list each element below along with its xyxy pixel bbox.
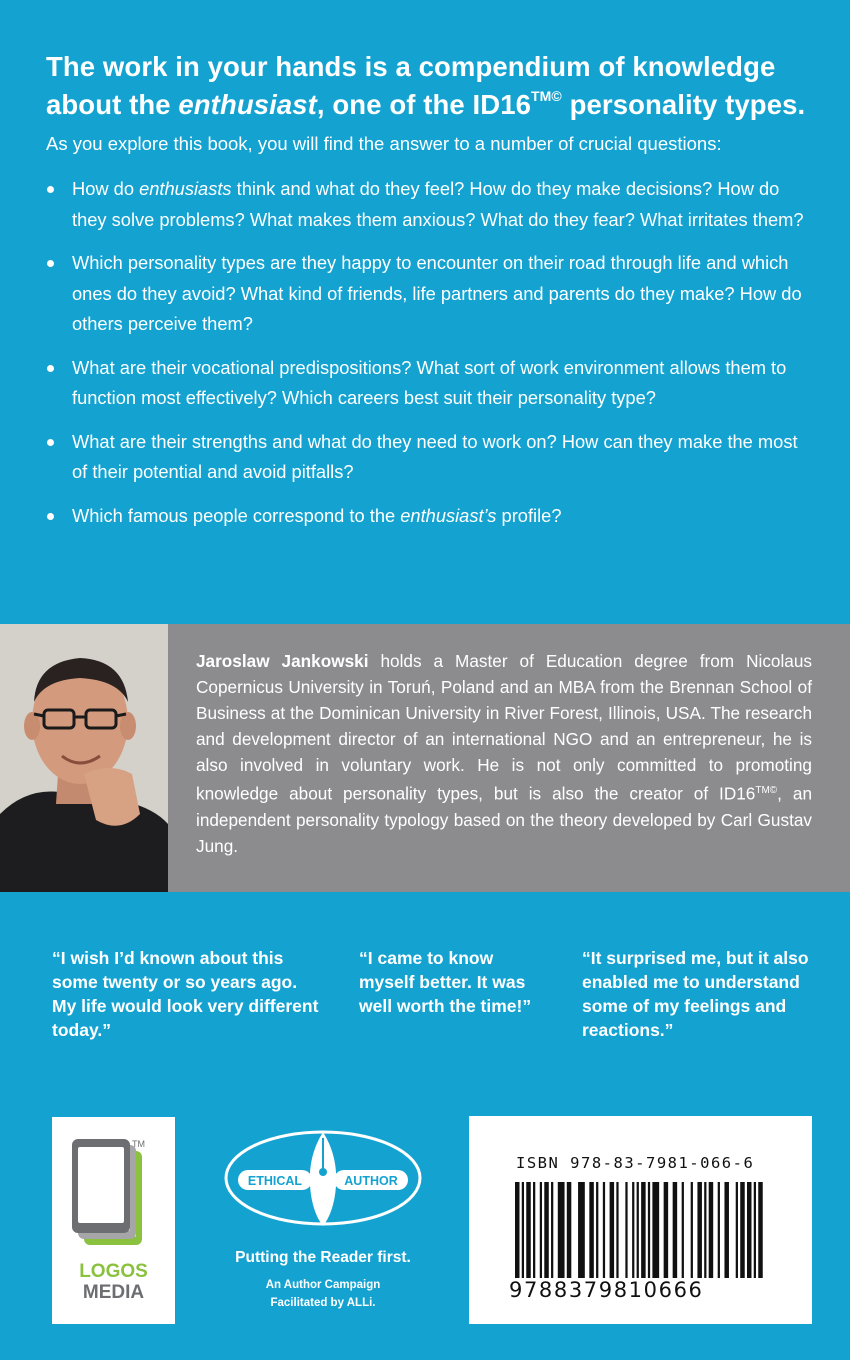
intro-text: As you explore this book, you will find the answer to a number of crucial questions: <box>46 133 722 154</box>
bullet-icon <box>47 186 54 193</box>
trademark-mark: TM <box>132 1139 145 1149</box>
ethical-tagline: Putting the Reader first. <box>235 1249 411 1266</box>
list-item: What are their vocational predispositions? What sort of work environment allows them to function most effectively? Which careers best suit their personality type? <box>46 353 816 414</box>
list-item: What are their strengths and what do they need to work on? How can they make the most of their potential and avoid pitfalls? <box>46 427 816 488</box>
bullet-icon <box>47 365 54 372</box>
bullet-icon <box>47 260 54 267</box>
reader-quote: “I wish I’d known about this some twenty or so years ago. My life would look very different today.” <box>52 948 319 1040</box>
headline-emphasis: enthusiast <box>178 89 317 121</box>
barcode-bars-icon <box>515 1182 765 1278</box>
author-photo <box>0 624 168 892</box>
pen-nib-icon <box>222 1126 424 1238</box>
ean-number: 9788379810666 <box>509 1278 704 1302</box>
author-bio: Jaroslaw Jankowski holds a Master of Education degree from Nicolaus Copernicus University in Toruń, Poland and an MBA from the Brennan School of Business at the Dominican University in River Forest, Illinois, USA. The research and development director of an international NGO and an entrepreneur, he is also involved in voluntary work. He is not only committed to promoting knowledge about personality types, but is also the creator of $ID16^{TM©}$, an independent personality typology based on the theory developed by Carl Gustav Jung. <box>196 651 813 856</box>
svg-text:AUTHOR: AUTHOR <box>344 1174 398 1188</box>
logos-wordmark: LOGOS MEDIA <box>79 1261 148 1303</box>
isbn-label: ISBN 978-83-7981-066-6 <box>516 1154 755 1172</box>
reader-quote: “It surprised me, but it also enabled me to understand some of my feelings and reactions.” <box>582 948 809 1040</box>
isbn-barcode <box>469 1116 812 1324</box>
author-name: Jaroslaw Jankowski <box>196 651 369 671</box>
svg-text:ETHICAL: ETHICAL <box>247 1174 303 1188</box>
reader-quote: “I came to know myself better. It was well worth the time!” <box>359 948 532 1016</box>
list-item: Which famous people correspond to the enthusiast’s profile? <box>46 501 816 532</box>
ethical-author-badge <box>222 1126 424 1326</box>
list-item: Which personality types are they happy to encounter on their road through life and which ones do they avoid? What kind of friends, life partners and parents do they make? How do others perceive them? <box>46 248 816 340</box>
logos-media-logo <box>52 1117 175 1324</box>
author-portrait-icon <box>0 624 168 892</box>
ethical-campaign: An Author Campaign Facilitated by ALLi. <box>265 1279 381 1309</box>
bullet-icon <box>47 513 54 520</box>
question-list <box>46 174 816 544</box>
bullet-icon <box>47 439 54 446</box>
tablet-icon <box>52 1117 175 1257</box>
list-item: How do enthusiasts think and what do they feel? How do they make decisions? How do they solve problems? What makes them anxious? What do they fear? What irritates them? <box>46 174 816 235</box>
headline: The work in your hands is a compendium of knowledge about the enthusiast, one of the $ID16^{TM©}$ personality types. <box>46 51 806 121</box>
